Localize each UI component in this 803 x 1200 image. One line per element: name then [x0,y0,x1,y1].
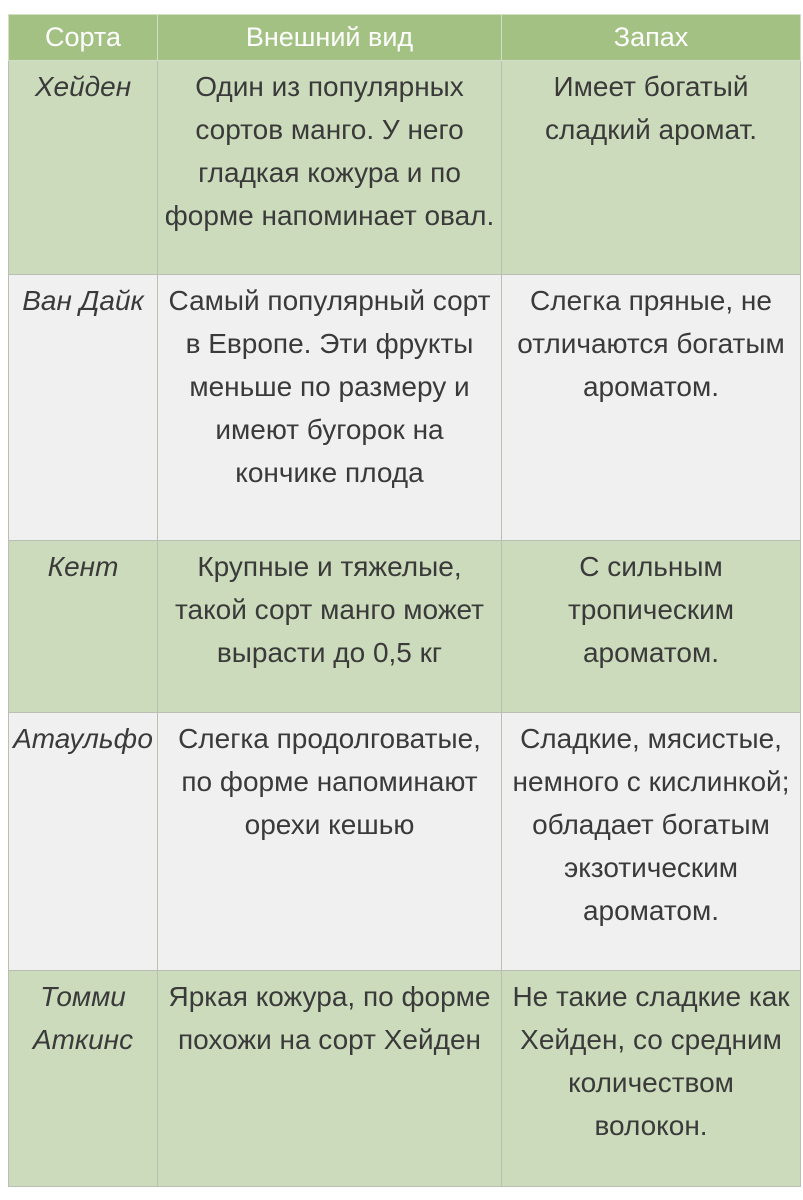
mango-varieties-table-wrapper [8,14,800,1187]
header-row [9,15,801,61]
header-variety: Сорта [9,15,158,61]
smell-cell: Слегка пряные, не отличаются богатым ароматом. [502,275,801,541]
variety-name: Кент [9,541,158,713]
variety-name: Томми Аткинс [9,971,158,1187]
table-row [9,275,801,541]
table-row [9,61,801,275]
variety-name: Атаульфо [9,713,158,971]
variety-name: Ван Дайк [9,275,158,541]
appearance-cell: Самый популярный сорт в Европе. Эти фрукты меньше по размеру и имеют бугорок на кончике плода [158,275,502,541]
appearance-cell: Крупные и тяжелые, такой сорт манго может вырасти до 0,5 кг [158,541,502,713]
table-body [9,61,801,1187]
smell-cell: С сильным тропическим ароматом. [502,541,801,713]
appearance-cell: Яркая кожура, по форме похожи на сорт Хейден [158,971,502,1187]
header-smell: Запах [502,15,801,61]
mango-varieties-table [8,14,801,1187]
header-appearance: Внешний вид [158,15,502,61]
table-row [9,541,801,713]
appearance-cell: Один из популярных сортов манго. У него гладкая кожура и по форме напоминает овал. [158,61,502,275]
smell-cell: Сладкие, мясистые, немного с кислинкой; обладает богатым экзотическим ароматом. [502,713,801,971]
appearance-cell: Слегка продолговатые, по форме напоминают орехи кешью [158,713,502,971]
smell-cell: Имеет богатый сладкий аромат. [502,61,801,275]
variety-name: Хейден [9,61,158,275]
smell-cell: Не такие сладкие как Хейден, со средним количеством волокон. [502,971,801,1187]
table-row [9,971,801,1187]
table-header [9,15,801,61]
table-row [9,713,801,971]
